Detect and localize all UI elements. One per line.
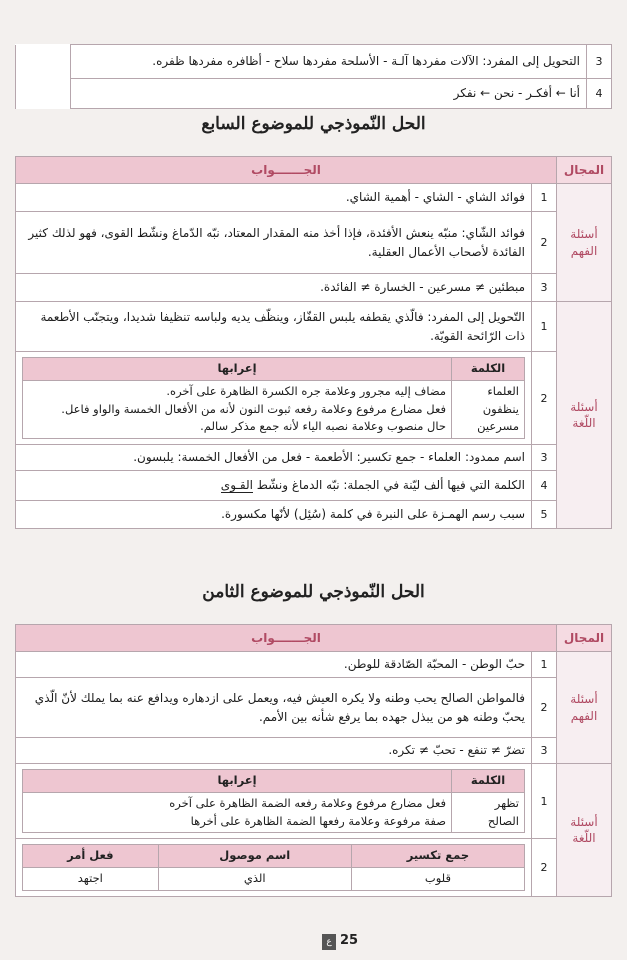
class-header: جمع تكسير	[351, 845, 524, 868]
row-number: 3	[532, 274, 557, 302]
row-number: 2	[532, 352, 557, 445]
answer-text: التحويل إلى المفرد: الآلات مفردها آلـة - الأسلحة مفردها سلاح - أظافره مفردها ظفره.	[71, 45, 587, 79]
answer-text: تضرّ ≠ تنفع - تحبّ ≠ تكره.	[16, 738, 532, 764]
row-number: 1	[532, 764, 557, 839]
answer-text: فالمواطن الصالح يحب وطنه ولا يكره العيش فيه، ويعمل على ازدهاره ويدافع عنه بما يملك لأنّ الّذي يحبّ وطنه هو من يبذل جهده بما يرفع شأنه بين الأمم.	[16, 678, 532, 738]
answer-text: سبب رسم الهمـزة على النبرة في كلمة (سُئِل) لأنّها مكسورة.	[16, 501, 532, 529]
section-7-title: الحل النّموذجي للموضوع السابع	[201, 114, 426, 134]
row-number: 1	[532, 302, 557, 352]
section-7-table	[15, 156, 612, 529]
irab-header-irab: إعرابها	[23, 770, 452, 793]
row-number: 1	[532, 652, 557, 678]
irab-text: فعل مضارع مرفوع وعلامة رفعه الضمة الظاهرة على آخره صفة مرفوعة وعلامة رفعها الضمة الظاهرة على أخرها	[23, 792, 452, 833]
header-answer: الجـــــــواب	[16, 157, 557, 184]
row-number: 3	[532, 445, 557, 471]
row-number: 2	[532, 212, 557, 274]
section-8-title: الحل النّموذجي للموضوع الثامن	[202, 582, 425, 602]
answer-text: الكلمة التي فيها ألف ليّنة في الجملة: نبّه الدماغ ونشّط القـوى	[16, 471, 532, 501]
answer-text: اسم ممدود: العلماء - جمع تكسير: الأطعمة - فعل من الأفعال الخمسة: يلبسون.	[16, 445, 532, 471]
irab-table	[22, 769, 525, 833]
row-number: 3	[587, 45, 612, 79]
class-header: فعل أمر	[23, 845, 159, 868]
irab-text: مضاف إليه مجرور وعلامة جره الكسرة الظاهرة على آخره. فعل مضارع مرفوع وعلامة رفعه ثبوت النون لأنه من الأفعال الخمسة والواو فاعل. حال منصوب وعلامة نصبه الياء لأنه جمع مذكر سالم.	[23, 380, 452, 438]
class-value: قلوب	[351, 868, 524, 891]
answer-text: فوائد الشّاي: منبّه ينعش الأفئدة، فإذا أخذ منه المقدار المعتاد، نبّه الدّماغ ونشّط القوى، فهو لذلك كثير الفائدة لأصحاب الأعمال العقلية.	[16, 212, 532, 274]
irab-header-irab: إعرابها	[23, 358, 452, 381]
answer-text: مبطئين ≠ مسرعين - الخسارة ≠ الفائدة.	[16, 274, 532, 302]
irab-table	[22, 357, 525, 439]
row-number: 3	[532, 738, 557, 764]
header-domain: المجال	[557, 625, 612, 652]
irab-header-word: الكلمة	[452, 770, 525, 793]
class-header: اسم موصول	[158, 845, 351, 868]
top-table	[15, 44, 612, 109]
domain-language: أسئلة اللّغة	[557, 764, 612, 897]
answer-text: التّحويل إلى المفرد: فالّذي يقطفه يلبس القفّاز، وينظّف يديه ولباسه تنظيفا شديدا، ويتجنّب الأطعمة ذات الرّائحة القويّة.	[16, 302, 532, 352]
page-number: 25	[340, 933, 359, 948]
answer-text: أنا ← أفكـر - نحن ← نفكر	[71, 79, 587, 109]
irab-header-word: الكلمة	[452, 358, 525, 381]
irab-word: العلماء ينظفون مسرعين	[452, 380, 525, 438]
page-footer	[322, 932, 370, 952]
section-8-table	[15, 624, 612, 897]
row-number: 1	[532, 184, 557, 212]
irab-word: تظهر الصالح	[452, 792, 525, 833]
row-number: 2	[532, 678, 557, 738]
page-logo-box: ع	[322, 934, 336, 950]
row-number: 5	[532, 501, 557, 529]
header-domain: المجال	[557, 157, 612, 184]
class-value: الذي	[158, 868, 351, 891]
row-number: 4	[587, 79, 612, 109]
row-number: 2	[532, 839, 557, 897]
domain-comprehension: أسئلة الفهم	[557, 652, 612, 764]
header-answer: الجـــــــواب	[16, 625, 557, 652]
domain-comprehension: أسئلة الفهم	[557, 184, 612, 302]
answer-text: فوائد الشاي - الشاي - أهمية الشاي.	[16, 184, 532, 212]
class-value: اجتهد	[23, 868, 159, 891]
domain-language: أسئلة اللّغة	[557, 302, 612, 529]
row-number: 4	[532, 471, 557, 501]
classification-table	[22, 844, 525, 891]
answer-text: حبّ الوطن - المحبّة الصّادقة للوطن.	[16, 652, 532, 678]
